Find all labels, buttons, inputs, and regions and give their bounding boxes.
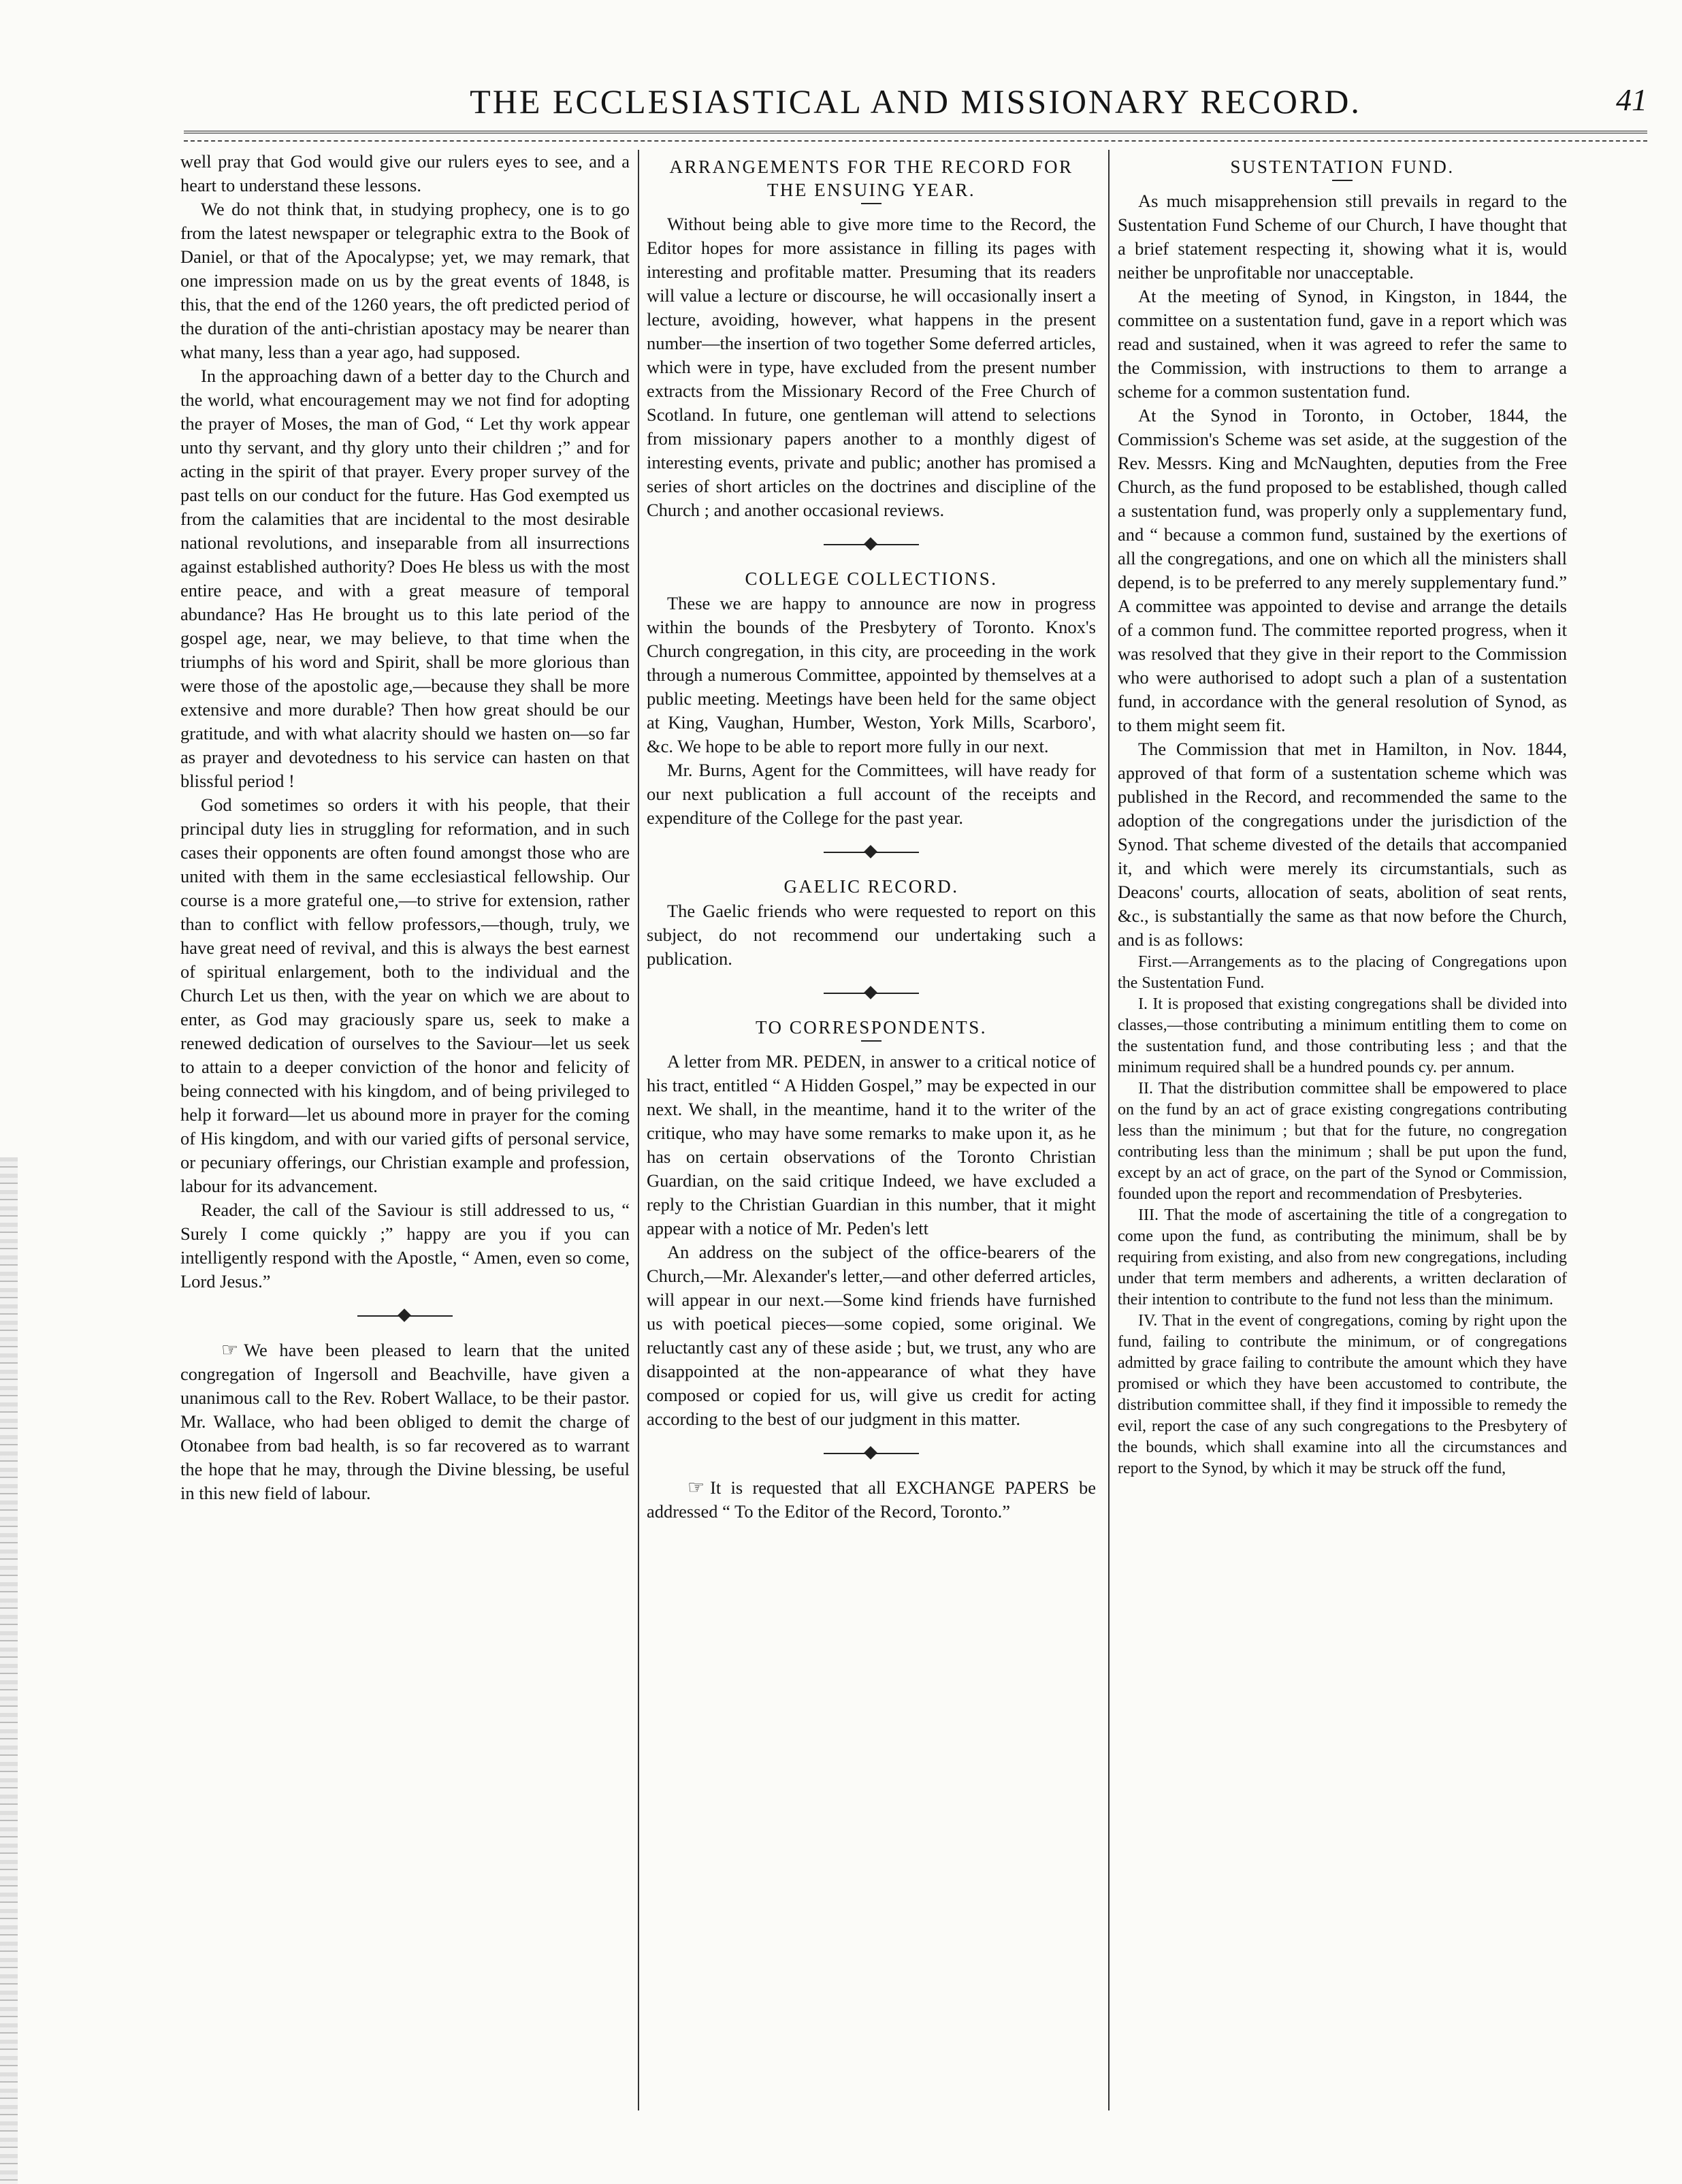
paragraph: A letter from MR. PEDEN, in answer to a critical notice of his tract, entitled “ A Hidden Gospel,” may be expected in our next. We shall, in the meantime, hand it to the writer of the critique, who may have some remarks to make upon it, as he has on certain observations of the Toronto Christian Guardian, on the said critique Indeed, we have excluded a reply to the Christian Guardian in this number, that it might appear with a notice of Mr. Peden's lett [647,1051,1096,1238]
section-ornament [824,1446,919,1461]
page-header [184,82,1647,136]
section-ornament [357,1308,453,1323]
scan-edge [0,1157,18,2184]
paragraph: As much misapprehension still prevails in regard to the Sustentation Fund Scheme of our Church, I have thought that a brief statement respecting it, showing what it is, would neither be unprofitable nor unacceptable. [1118,191,1567,283]
paragraph: At the meeting of Synod, in Kingston, in 1844, the committee on a sustentation fund, gave in a report which was read and sustained, when it was agreed to refer the same to the Commission, with instructions to them to arrange a scheme for a common sustentation fund. [1118,286,1567,402]
page-number: 41 [1616,82,1647,117]
column-divider [638,150,639,2110]
exchange-notice-text: It is requested that all EXCHANGE PAPERS be addressed “ To the Editor of the Record, Toronto.” [647,1477,1096,1522]
call-notice [180,1338,630,1505]
column-3 [1118,150,1567,2117]
paragraph: These we are happy to announce are now in progress within the bounds of the Presbytery of Toronto. Knox's Church congregation, in this city, are proceeding in the work through a numerous Committee, appointed by themselves at a public meeting. Meetings have been held for the same object at King, Vaughan, Humber, Weston, York Mills, Scarboro', &c. We hope to be able to report more fully in our next. [647,593,1096,756]
paragraph: At the Synod in Toronto, in October, 1844, the Commission's Scheme was set aside, at the suggestion of the Rev. Messrs. King and McNaughten, deputies from the Free Church, as the fund proposed to be established, though called a sustentation fund, was properly only a supplementary fund, and “ because a common fund, sustained by the exertions of all the congregations, and one on which all the ministers shall depend, is to be preferred to any merely supplementary fund.” A committee was appointed to devise and arrange the details of a common fund. The committee reported progress, when it was resolved that they give in their report to the Commission who were authorised to adopt such a plan of a sustentation fund, in accordance with the general resolution of Synod, as to them might seem fit. [1118,405,1567,735]
fund-rules [1118,952,1567,1479]
paragraph: The Gaelic friends who were requested to report on this subject, do not recommend our undertaking such a publication. [647,901,1096,969]
rule-item: II. That the distribution committee shall be empowered to place on the fund by an act of grace existing congregations contributing less than the minimum ; but that for the future, no congregation contributing less than the minimum ; shall be put upon the fund, except by an act of grace, on the part of the Synod or Commission, founded upon the report and recommendation of Presbyteries. [1118,1080,1567,1203]
exchange-notice [647,1476,1096,1524]
heading-dash [861,203,882,204]
gaelic-heading: GAELIC RECORD. [783,876,959,897]
rule-item: III. That the mode of ascertaining the title of a congregation to come upon the fund, as contributing the minimum, shall be by requiring from existing, and also from new congregations, including under that term members and adherents, a written declaration of their intention to contribute to the fund not less than the minimum. [1118,1206,1567,1308]
section-ornament [824,986,919,1001]
heading-dash [861,1040,882,1042]
header-rule [184,131,1647,142]
journal-title: THE ECCLESIASTICAL AND MISSIONARY RECORD. [470,82,1361,121]
college-heading: COLLEGE COLLECTIONS. [745,568,998,589]
column-1 [180,150,630,2117]
paragraph: In the approaching dawn of a better day to the Church and the world, what encouragement may we not find for adopting the prayer of Moses, the man of God, “ Let thy work appear unto thy servant, and thy glory unto their children ;” and for acting in the spirit of that prayer. Every proper survey of the past tells on our conduct for the future. Has God exempted us from the calamities that are incidental to the most desirable national revolutions, and inseparable from all insurrections against established authority? Does He bless us with the most entire peace, and with a great measure of temporal abundance? Has He brought us to this late period of the gospel age, near, we may believe, to that time when the triumphs of his word and Spirit, shall be more glorious than were those of the apostolic age,—because they shall be more extensive and more durable? Then how great should be our gratitude, and with what alacrity should we hasten on—so far as prayer and devotedness to his service can hasten on that blissful period ! [180,366,630,791]
paragraph: Reader, the call of the Saviour is still addressed to us, “ Surely I come quickly ;” happy are you if you can intelligently respond with the Apostle, “ Amen, even so come, Lord Jesus.” [180,1200,630,1291]
rule-item: First.—Arrangements as to the placing of Congregations upon the Sustentation Fund. [1118,953,1567,992]
paragraph: God sometimes so orders it with his people, that their principal duty lies in struggling for reformation, and in such cases their opponents are often found amongst those who are united with them in the same ecclesiastical fellowship. Our course is a more grateful one,—to strive for extension, rather than to conflict with fellow professors,—though, truly, we have great need of revival, and this is always the best earnest of spiritual enlargement, both to the individual and the Church Let us then, with the year on which we are about to enter, as God may graciously spare us, seek to make a renewed dedication of ourselves to the Saviour—let us seek to attain to a deeper conviction of the honor and felicity of being connected with his kingdom, and of being privileged to help it forward—let us abound more in prayer for the coming of His kingdom, and with our varied gifts of personal service, or pecuniary offerings, our Christian example and profession, labour for its advancement. [180,794,630,1196]
call-notice-text: We have been pleased to learn that the united congregation of Ingersoll and Beachville, have given a unanimous call to the Rev. Robert Wallace, to be their pastor. Mr. Wallace, who had been obliged to demit the charge of Otonabee from bad health, is so far recovered as to warrant the hope that he may, through the Divine blessing, be useful in this new field of labour. [180,1340,630,1503]
paragraph: well pray that God would give our rulers eyes to see, and a heart to understand these lessons. [180,151,630,195]
paragraph: An address on the subject of the office-bearers of the Church,—Mr. Alexander's letter,—and other deferred articles, will appear in our next.—Some kind friends have furnished us with poetical pieces—some copied, some original. We reluctantly cast any of these aside ; but, we trust, any who are disappointed at the non-appearance of what they have composed or copied for us, will give us credit for acting according to the best of our judgment in this matter. [647,1242,1096,1429]
arrangements-heading: ARRANGEMENTS FOR THE RECORD FOR THE ENSUING YEAR. [669,157,1073,200]
rule-item: I. It is proposed that existing congregations shall be divided into classes,—those contributing a minimum entitling them to come on the sustentation fund, and those contributing less ; and that the minimum required shall be a hundred pounds cy. per annum. [1118,995,1567,1076]
section-ornament [824,845,919,860]
pointing-hand-icon: ☞ [221,1340,239,1361]
sustentation-heading: SUSTENTATION FUND. [1230,157,1455,177]
paragraph: Mr. Burns, Agent for the Committees, will have ready for our next publication a full account of the receipts and expenditure of the College for the past year. [647,760,1096,828]
column-divider [1108,150,1110,2110]
column-2 [647,150,1096,2117]
paragraph: Without being able to give more time to the Record, the Editor hopes for more assistance in filling its pages with interesting and profitable matter. Presuming that its readers will value a lecture or discourse, he will occasionally insert a lecture, avoiding, however, what happens in the present number—the insertion of two together Some deferred articles, which were in type, have excluded from the present number extracts from the Missionary Record of the Free Church of Scotland. In future, one gentleman will attend to selections from missionary papers another to a monthly digest of interesting events, private and public; another has promised a series of short articles on the doctrines and discipline of the Church ; and another occasional reviews. [647,214,1096,520]
section-ornament [824,537,919,552]
pointing-hand-icon: ☞ [688,1477,705,1498]
paragraph: The Commission that met in Hamilton, in Nov. 1844, approved of that form of a sustentation scheme which was published in the Record, and recommended the same to the adoption of the congregations under the jurisdiction of the Synod. That scheme divested of the details that accompanied it, and which were merely its circumstantials, such as Deacons' courts, allocation of seats, abolition of seat rents, &c., is substantially the same as that now before the Church, and is as follows: [1118,739,1567,950]
rule-item: IV. That in the event of congregations, coming by right upon the fund, failing to contribute the minimum, or of congregations admitted by grace failing to contribute the amount which they have promised or which they have been accustomed to contribute, the distribution committee shall, if they find it impossible to remedy the evil, report the case of any such congregations to the Presbytery of the bounds, which shall examine into all the circumstances and report to the Synod, by which it may be struck off the fund, [1118,1312,1567,1477]
heading-dash [1332,180,1353,181]
paragraph: We do not think that, in studying prophecy, one is to go from the latest newspaper or telegraphic extra to the Book of Daniel, or that of the Apocalypse; yet, we may remark, that one impression made on us by the great events of 1848, is this, that the end of the 1260 years, the oft predicted period of the duration of the anti-christian apostacy may be nearer than what many, less than a year ago, had supposed. [180,199,630,362]
correspondents-heading: TO CORRESPONDENTS. [755,1017,988,1038]
